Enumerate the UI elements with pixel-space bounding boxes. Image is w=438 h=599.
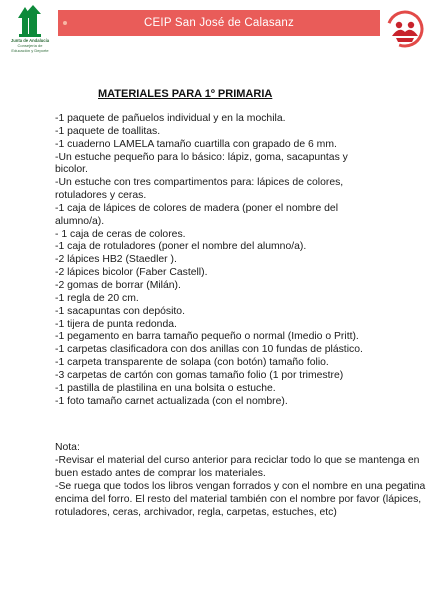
- list-item: -1 tijera de punta redonda.: [55, 318, 177, 330]
- junta-andalucia-logo: [8, 4, 52, 54]
- list-item: -2 lápices HB2 (Staedler ).: [55, 254, 177, 266]
- school-name: CEIP San José de Calasanz: [144, 17, 294, 29]
- list-item: -1 regla de 20 cm.: [55, 292, 139, 304]
- list-item: -1 paquete de pañuelos individual y en la mochila.: [55, 113, 286, 124]
- page-header: [0, 0, 438, 60]
- document-title: MATERIALES PARA 1º PRIMARIA: [98, 88, 273, 100]
- list-item: -1 paquete de toallitas.: [55, 125, 161, 137]
- list-item: -2 gomas de borrar (Milán).: [55, 279, 181, 291]
- logo-line-2: Consejería de Educación y Deporte: [11, 43, 49, 53]
- materials-list: [55, 113, 427, 408]
- list-item: -1 pegamento en barra tamaño pequeño o normal (Imedio o Pritt).: [55, 331, 359, 343]
- list-item: -1 pastilla de plastilina en una bolsita o estuche.: [55, 382, 276, 394]
- list-item: -1 foto tamaño carnet actualizada (con el nombre).: [55, 395, 288, 407]
- notes-heading: Nota:: [55, 442, 80, 453]
- list-item: -1 carpeta transparente de solapa (con botón) tamaño folio.: [55, 357, 329, 369]
- list-item: - 1 caja de ceras de colores.: [55, 228, 186, 240]
- school-logo-icon: [384, 8, 426, 48]
- notes-section: [55, 441, 427, 519]
- list-item: -1 sacapuntas con depósito.: [55, 305, 185, 317]
- school-title-bar: [58, 10, 380, 36]
- list-item: -Un estuche con tres compartimentos para: lápices de colores, rotuladores y ceras.: [55, 177, 344, 202]
- logo-line-1: Junta de Andalucía: [10, 38, 50, 43]
- list-item: -3 carpetas de cartón con gomas tamaño folio (1 por trimestre): [55, 369, 344, 381]
- note-item: -Revisar el material del curso anterior para reciclar todo lo que se mantenga en buen estado antes de comprar los materiales.: [55, 455, 420, 479]
- list-item: -1 carpetas clasificadora con dos anillas con 10 fundas de plástico.: [55, 344, 363, 356]
- note-item: -Se ruega que todos los libros vengan forrados y con el nombre en una pegatina encima del forro. El resto del material también con el nombre por favor (lápices, rotuladores, ceras, archivador, regla, carpetas, estuches, etc): [55, 481, 426, 518]
- list-item: -1 caja de rotuladores (poner el nombre del alumno/a).: [55, 241, 307, 253]
- junta-andalucia-emblem-icon: [8, 4, 52, 38]
- list-item: -1 cuaderno LAMELA tamaño cuartilla con grapado de 6 mm.: [55, 138, 337, 150]
- list-item: -2 lápices bicolor (Faber Castell).: [55, 267, 208, 279]
- logo-caption: [8, 38, 52, 53]
- list-item: -Un estuche pequeño para lo básico: lápiz, goma, sacapuntas y bicolor.: [55, 151, 348, 176]
- list-item: -1 caja de lápices de colores de madera (poner el nombre del alumno/a).: [55, 202, 339, 227]
